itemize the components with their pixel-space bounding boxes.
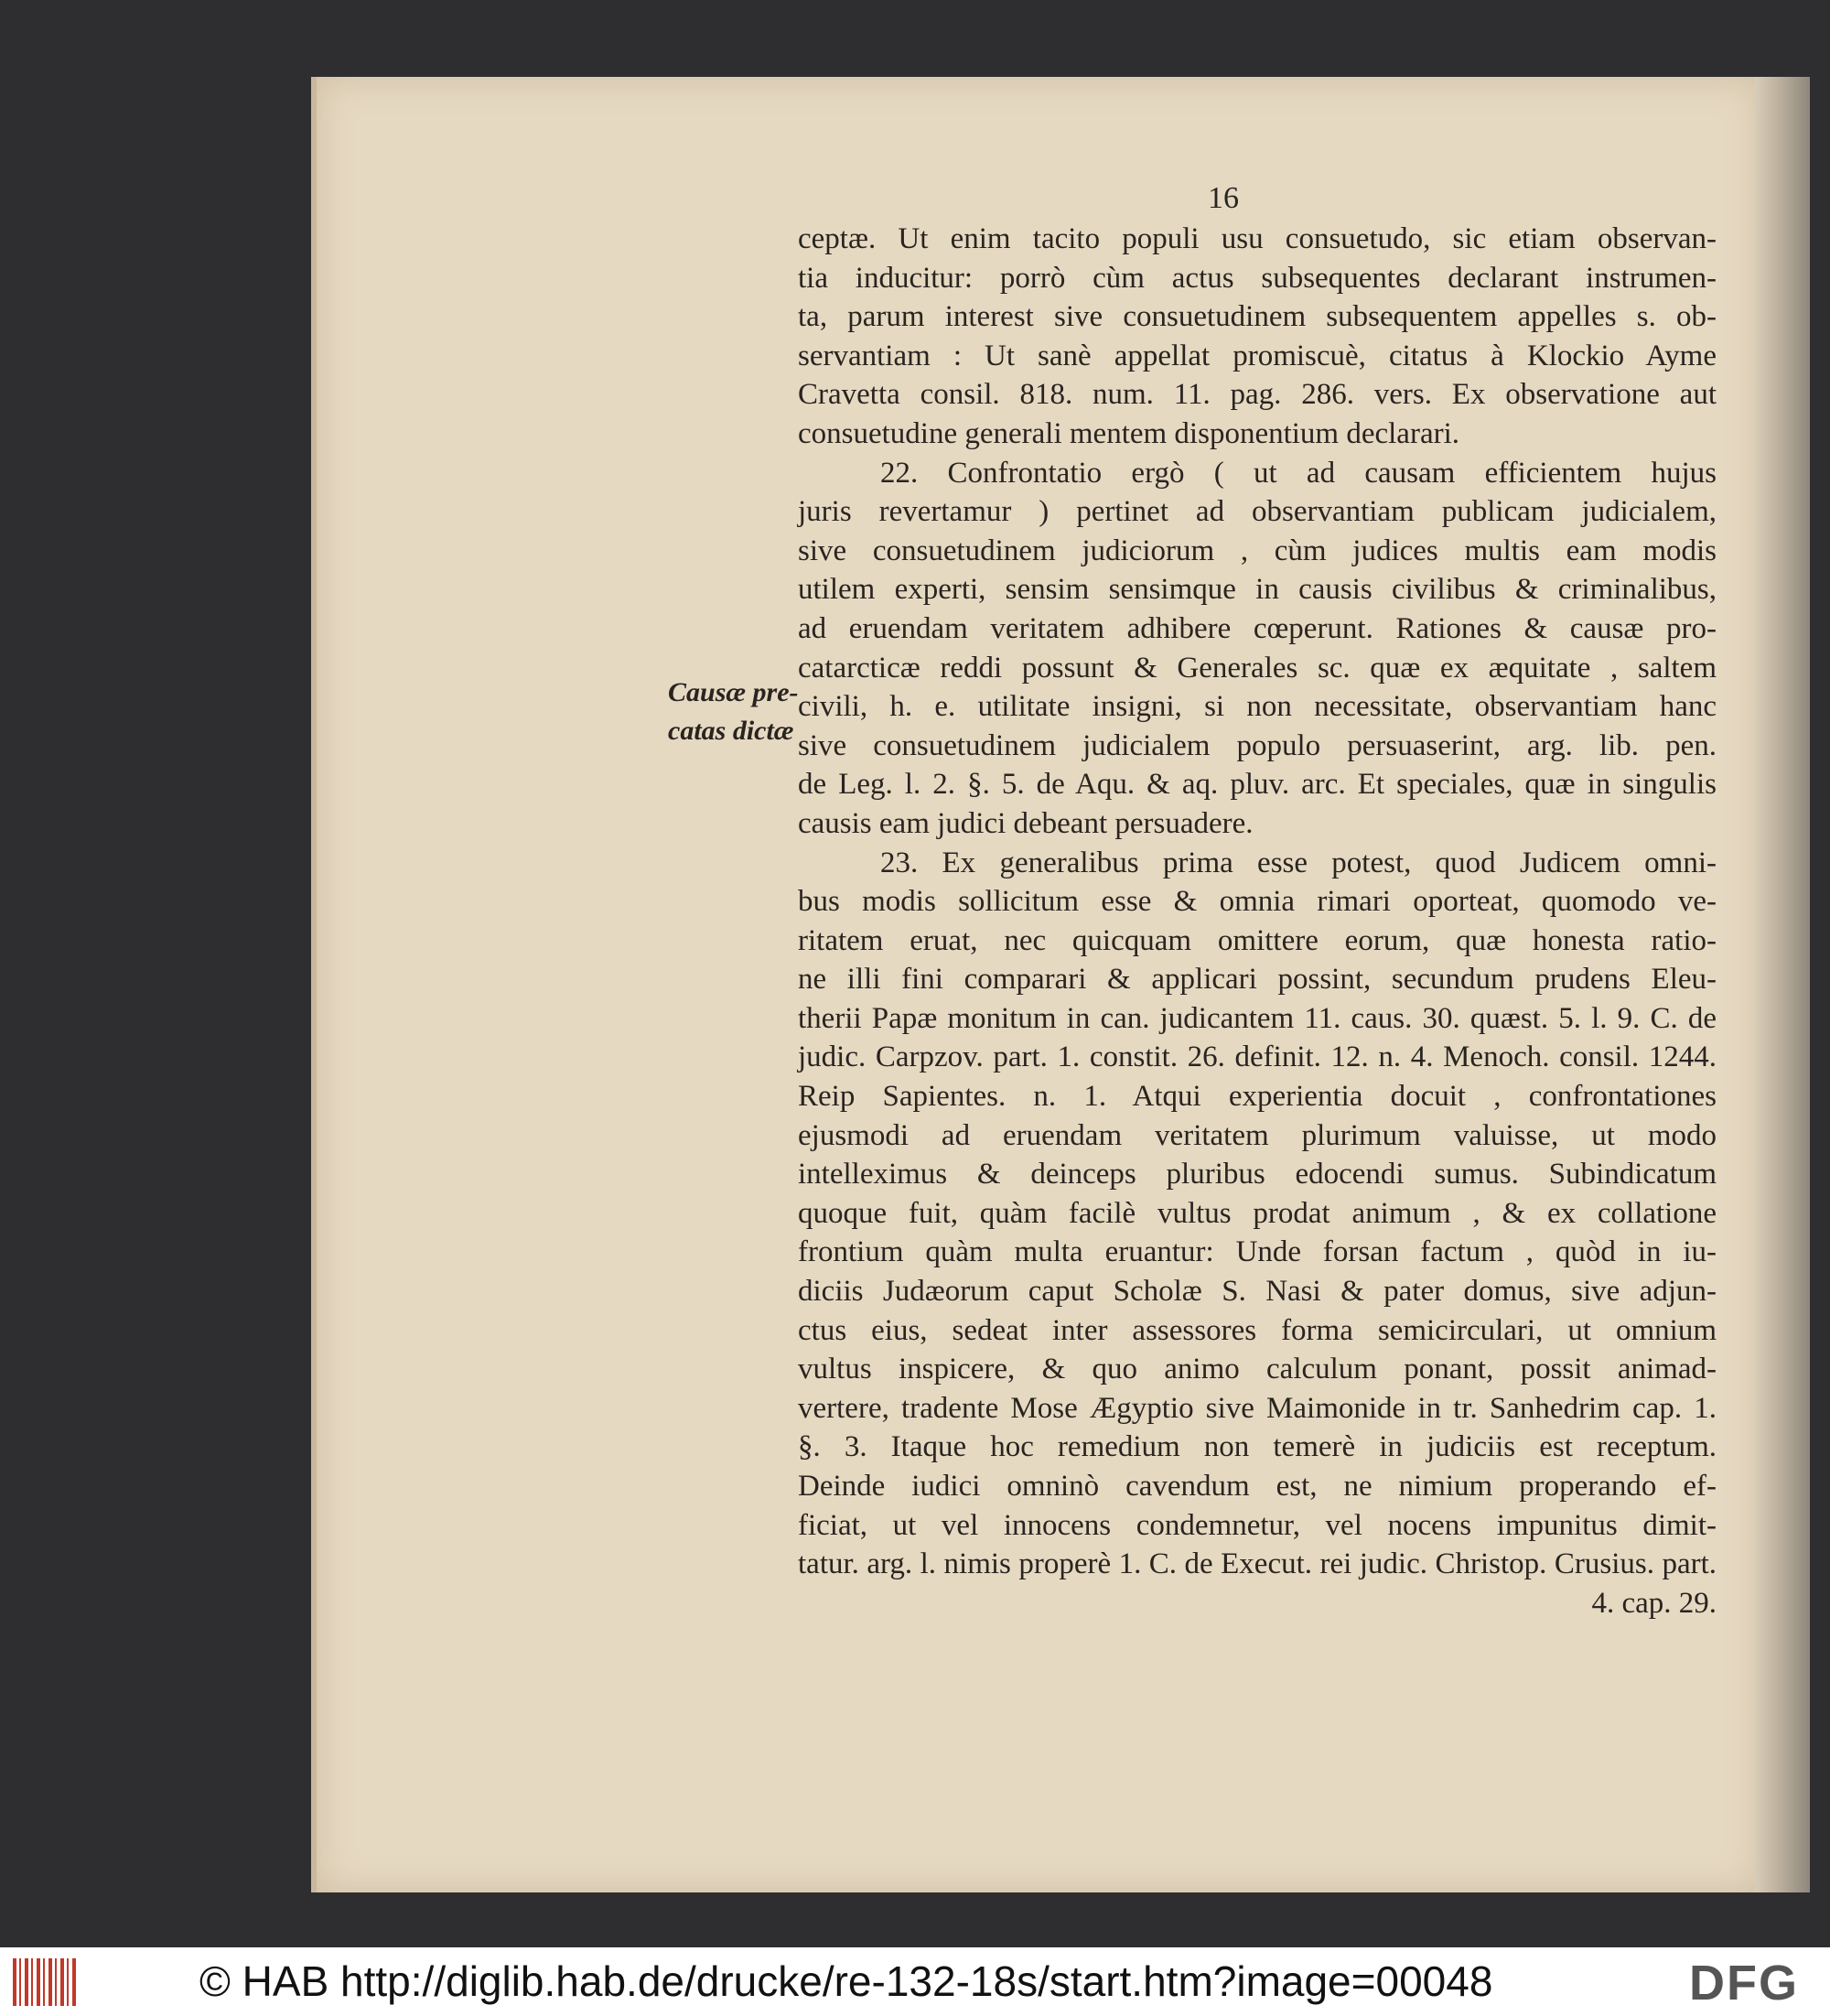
text-line: ad eruendam veritatem adhibere cœperunt. Rationes & causæ pro- — [798, 611, 1717, 645]
text-line: tia inducitur: porrò cùm actus subsequentes declarant instrumen- — [798, 261, 1717, 295]
text-line: Reip Sapientes. n. 1. Atqui experientia docuit , confrontationes — [798, 1080, 1717, 1114]
text-line: ceptæ. Ut enim tacito populi usu consuetudo, sic etiam observan- — [798, 222, 1717, 255]
text-line: §. 3. Itaque hoc remedium non temerè in judiciis est receptum. — [798, 1430, 1717, 1464]
text-line: quoque fuit, quàm facilè vultus prodat animum , & ex collatione — [798, 1196, 1717, 1230]
page-number: 16 — [1208, 181, 1239, 215]
body-text — [798, 220, 1717, 1623]
text-line: diciis Judæorum caput Scholæ S. Nasi & pater domus, sive adjun- — [798, 1275, 1717, 1309]
text-line: ritatem eruat, nec quicquam omittere eorum, quæ honesta ratio- — [798, 923, 1717, 957]
barcode-icon — [13, 1958, 79, 2006]
text-line: vultus inspicere, & quo animo calculum ponant, possit animad- — [798, 1353, 1717, 1386]
text-line: servantiam : Ut sanè appellat promiscuè, citatus à Klockio Ayme — [798, 339, 1717, 372]
text-line: catarcticæ reddi possunt & Generales sc. quæ ex æquitate , saltem — [798, 651, 1717, 685]
text-line: ne illi fini comparari & applicari possint, secundum prudens Eleu- — [798, 963, 1717, 997]
text-line: intelleximus & deinceps pluribus edocendi sumus. Subindicatum — [798, 1158, 1717, 1191]
margin-note-line: catas dictæ — [668, 716, 794, 746]
text-line: ta, parum interest sive consuetudinem subsequentem appelles s. ob- — [798, 300, 1717, 334]
text-line: causis eam judici debeant persuadere. — [798, 806, 1254, 840]
margin-note — [668, 674, 799, 750]
text-line: vertere, tradente Mose Ægyptio sive Maimonide in tr. Sanhedrim cap. 1. — [798, 1391, 1717, 1425]
dfg-logo: DFG — [1689, 1956, 1799, 2011]
text-line: ficiat, ut vel innocens condemnetur, vel nocens impunitus dimit- — [798, 1508, 1717, 1542]
margin-note-line: Causæ pre- — [668, 677, 799, 707]
text-line: sive consuetudinem judiciorum , cùm judices multis eam modis — [798, 534, 1717, 567]
text-line: Deinde iudici omninò cavendum est, ne nimium properando ef- — [798, 1470, 1717, 1503]
footer-bar — [0, 1947, 1830, 2016]
copyright-url[interactable]: © HAB http://diglib.hab.de/drucke/re-132-18s/start.htm?image=00048 — [199, 1957, 1493, 2005]
text-line: 22. Confrontatio ergò ( ut ad causam efficientem hujus — [880, 456, 1717, 490]
text-line: juris revertamur ) pertinet ad observantiam publicam judicialem, — [798, 495, 1717, 529]
text-line: ctus eius, sedeat inter assessores forma semicirculari, ut omnium — [798, 1313, 1717, 1347]
text-line: tatur. arg. l. nimis properè 1. C. de Execut. rei judic. Christop. Crusius. part. — [798, 1547, 1717, 1581]
text-line: de Leg. l. 2. §. 5. de Aqu. & aq. pluv. arc. Et speciales, quæ in singulis — [798, 768, 1717, 802]
text-line: Cravetta consil. 818. num. 11. pag. 286. vers. Ex observatione aut — [798, 378, 1717, 412]
text-line: sive consuetudinem judicialem populo persuaserint, arg. lib. pen. — [798, 728, 1717, 762]
page-edge — [1755, 77, 1810, 1892]
text-line: ejusmodi ad eruendam veritatem plurimum valuisse, ut modo — [798, 1118, 1717, 1152]
text-line: therii Papæ monitum in can. judicantem 11. caus. 30. quæst. 5. l. 9. C. de — [798, 1001, 1717, 1035]
text-line: bus modis sollicitum esse & omnia rimari oporteat, quomodo ve- — [798, 885, 1717, 919]
text-line: judic. Carpzov. part. 1. constit. 26. definit. 12. n. 4. Menoch. consil. 1244. — [798, 1040, 1717, 1074]
text-line: utilem experti, sensim sensimque in causis civilibus & criminalibus, — [798, 573, 1717, 607]
text-line: frontium quàm multa eruantur: Unde forsan factum , quòd in iu- — [798, 1235, 1717, 1269]
text-line: 23. Ex generalibus prima esse potest, quod Judicem omni- — [880, 846, 1717, 879]
text-line: 4. cap. 29. — [1591, 1586, 1717, 1620]
text-line: consuetudine generali mentem disponentium declarari. — [798, 416, 1460, 450]
text-line: civili, h. e. utilitate insigni, si non necessitate, observantiam hanc — [798, 690, 1717, 724]
